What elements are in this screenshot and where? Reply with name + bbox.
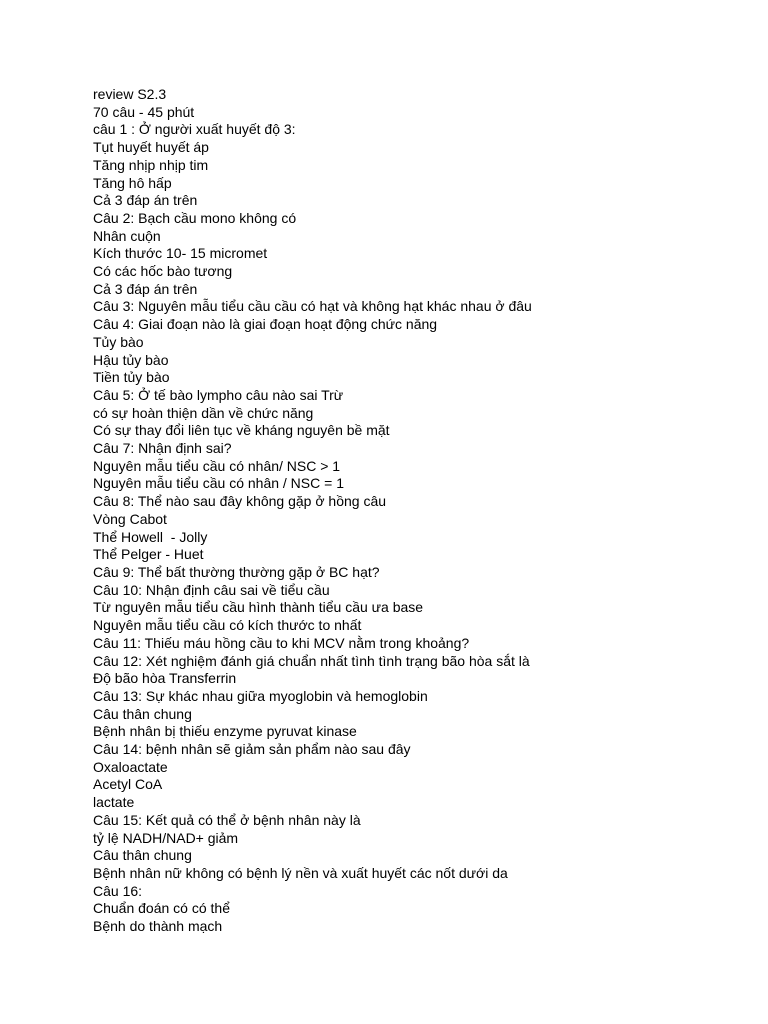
document-line: Có sự thay đổi liên tục về kháng nguyên bề mặt [93,422,390,439]
document-line: Bệnh nhân bị thiếu enzyme pyruvat kinase [93,723,357,740]
document-line: câu 1 : Ở người xuất huyết độ 3: [93,121,296,138]
document-line: Bệnh nhân nữ không có bệnh lý nền và xuất huyết các nốt dưới da [93,864,508,881]
document-line: Nguyên mẫu tiểu cầu có nhân/ NSC > 1 [93,457,341,474]
document-line: Kích thước 10- 15 micromet [93,245,268,262]
document-line: Tụt huyết huyết áp [93,139,209,156]
document-line: Tiền tủy bào [93,369,170,386]
document-line: Hậu tủy bào [93,351,169,368]
document-line: Câu 14: bệnh nhân sẽ giảm sản phẩm nào sau đây [93,741,411,758]
document-line: Oxaloactate [93,758,168,775]
document-line: Thể Howell - Jolly [93,528,208,545]
document-line: Câu 4: Giai đoạn nào là giai đoạn hoạt động chức năng [93,316,438,333]
document-line: Cả 3 đáp án trên [93,192,198,209]
document-line: Tăng hô hấp [93,174,172,191]
document-line: Câu 15: Kết quả có thể ở bệnh nhân này là [93,811,361,828]
document-text-body [93,86,753,936]
document-line: Tủy bào [93,333,144,350]
document-line: Acetyl CoA [93,776,163,793]
document-line: Nhân cuộn [93,227,161,244]
document-line: Thể Pelger - Huet [93,546,204,563]
document-line: Câu 2: Bạch cầu mono không có [93,209,297,226]
document-line: Vòng Cabot [93,510,167,527]
document-line: Từ nguyên mẫu tiểu cầu hình thành tiểu cầu ưa base [93,599,424,616]
document-line: lactate [93,794,135,811]
document-line: Có các hốc bào tương [93,263,233,280]
document-line: review S2.3 [93,86,167,102]
document-line: tỷ lệ NADH/NAD+ giảm [93,829,239,846]
document-line: Câu thân chung [93,705,192,722]
document-line: Câu 3: Nguyên mẫu tiểu cầu cầu có hạt và không hạt khác nhau ở đâu [93,298,532,315]
document-line: Câu 9: Thể bất thường thường gặp ở BC hạt? [93,563,380,580]
document-line: Tăng nhịp nhịp tim [93,156,209,173]
document-line: Câu 5: Ở tế bào lympho câu nào sai Trừ [93,386,344,403]
document-line: 70 câu - 45 phút [93,103,195,120]
document-line: Câu 8: Thể nào sau đây không gặp ở hồng câu [93,493,387,510]
document-line: Nguyên mẫu tiểu cầu có kích thước to nhất [93,617,362,634]
document-line: Độ bão hòa Transferrin [93,670,237,687]
document-line: Câu 11: Thiếu máu hồng cầu to khi MCV nằm trong khoảng? [93,634,470,651]
document-line: Cả 3 đáp án trên [93,280,198,297]
document-line: Câu 10: Nhận định câu sai về tiểu cầu [93,581,330,598]
document-line: Câu 16: [93,882,143,899]
document-line: Bệnh do thành mạch [93,918,223,935]
document-line: Câu 12: Xét nghiệm đánh giá chuẩn nhất tình tình trạng bão hòa sắt là [93,652,530,669]
document-line: có sự hoàn thiện dần về chức năng [93,404,314,421]
document-line: Câu 7: Nhận định sai? [93,440,232,457]
document-line: Chuẩn đoán có có thể [93,900,230,917]
document-line: Câu thân chung [93,847,192,864]
document-line: Nguyên mẫu tiểu cầu có nhân / NSC = 1 [93,475,344,492]
document-line: Câu 13: Sự khác nhau giữa myoglobin và hemoglobin [93,687,428,704]
